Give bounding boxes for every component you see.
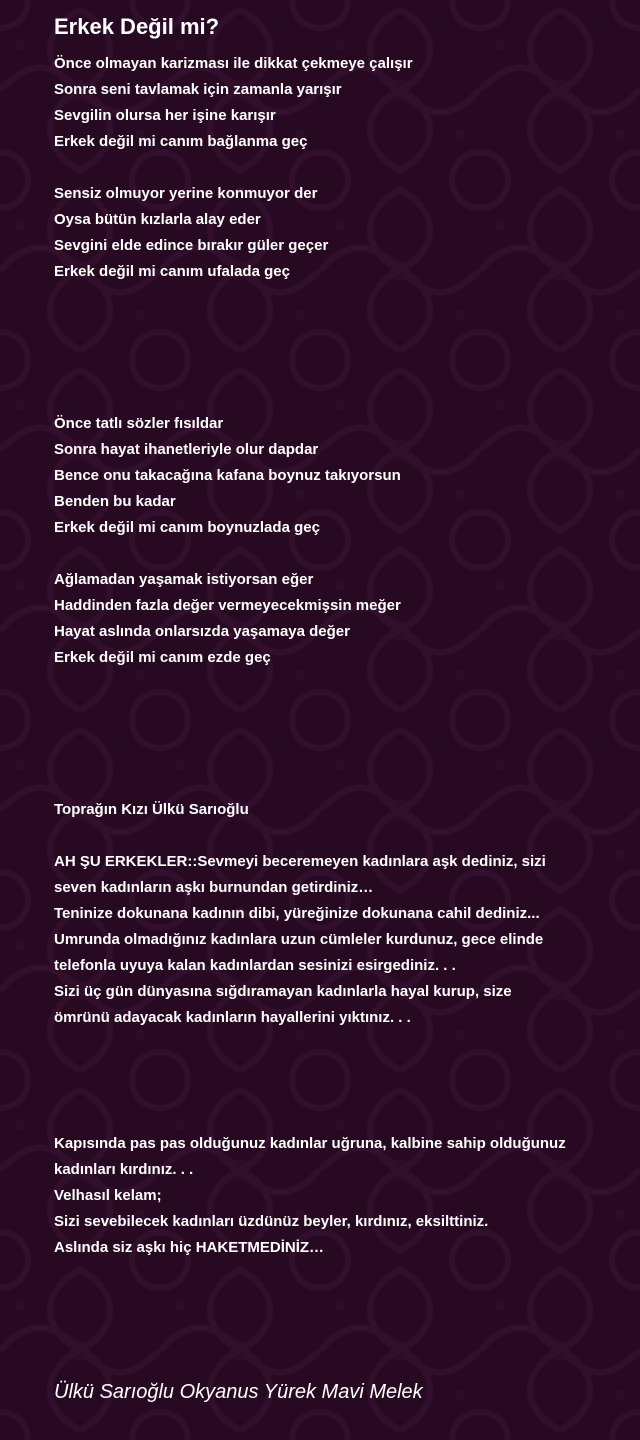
prose-line: seven kadınların aşkı burnundan getirdiniz… xyxy=(54,879,374,896)
poem-line: Erkek değil mi canım bağlanma geç xyxy=(54,133,308,150)
stanza-3 xyxy=(54,411,614,541)
prose-line: kadınları kırdınız. . . xyxy=(54,1161,194,1178)
prose-line: telefonla uyuya kalan kadınlardan sesinizi esirgediniz. . . xyxy=(54,957,456,974)
poem-line: Sonra hayat ihanetleriyle olur dapdar xyxy=(54,441,319,458)
prose-line: Velhasıl kelam; xyxy=(54,1187,162,1204)
poem-line: Önce olmayan karizması ile dikkat çekmeye çalışır xyxy=(54,55,413,72)
prose-line: Sizi sevebilecek kadınları üzdünüz beyler, kırdınız, eksilttiniz. xyxy=(54,1213,489,1230)
prose-section-1 xyxy=(54,849,614,1031)
prose-section-2 xyxy=(54,1131,614,1261)
poem-line: Oysa bütün kızlarla alay eder xyxy=(54,211,261,228)
prose-line: Kapısında pas pas olduğunuz kadınlar uğruna, kalbine sahip olduğunuz xyxy=(54,1135,566,1152)
prose-line: ömrünü adayacak kadınların hayallerini yıktınız. . . xyxy=(54,1009,411,1026)
poem-line: Ağlamadan yaşamak istiyorsan eğer xyxy=(54,571,314,588)
author-signature: Ülkü Sarıoğlu Okyanus Yürek Mavi Melek xyxy=(54,1381,423,1403)
poem-line: Benden bu kadar xyxy=(54,493,176,510)
stanza-4 xyxy=(54,567,614,671)
credit-line: Toprağın Kızı Ülkü Sarıoğlu xyxy=(54,801,249,818)
poem-line: Erkek değil mi canım ezde geç xyxy=(54,649,271,666)
stanza-2 xyxy=(54,181,614,285)
poem-line: Sonra seni tavlamak için zamanla yarışır xyxy=(54,81,342,98)
poem-line: Sevgilin olursa her işine karışır xyxy=(54,107,276,124)
poem-line: Önce tatlı sözler fısıldar xyxy=(54,415,224,432)
poem-line: Bence onu takacağına kafana boynuz takıyorsun xyxy=(54,467,401,484)
poem-line: Erkek değil mi canım boynuzlada geç xyxy=(54,519,320,536)
prose-line: Teninize dokunana kadının dibi, yüreğinize dokunana cahil dediniz... xyxy=(54,905,540,922)
prose-line: Aslında siz aşkı hiç HAKETMEDİNİZ… xyxy=(54,1239,325,1256)
poem-title: Erkek Değil mi? xyxy=(54,14,220,39)
stanza-1 xyxy=(54,51,614,155)
prose-line: Sizi üç gün dünyasına sığdıramayan kadınlarla hayal kurup, size xyxy=(54,983,512,1000)
poem-line: Hayat aslında onlarsızda yaşamaya değer xyxy=(54,623,350,640)
poem-line: Erkek değil mi canım ufalada geç xyxy=(54,263,290,280)
prose-line: Umrunda olmadığınız kadınlara uzun cümleler kurdunuz, gece elinde xyxy=(54,931,544,948)
prose-line: AH ŞU ERKEKLER::Sevmeyi beceremeyen kadınlara aşk dediniz, sizi xyxy=(54,853,546,870)
poem-line: Haddinden fazla değer vermeyecekmişsin meğer xyxy=(54,597,401,614)
author-credit xyxy=(54,797,614,823)
poem-line: Sevgini elde edince bırakır güler geçer xyxy=(54,237,329,254)
poem-line: Sensiz olmuyor yerine konmuyor der xyxy=(54,185,318,202)
